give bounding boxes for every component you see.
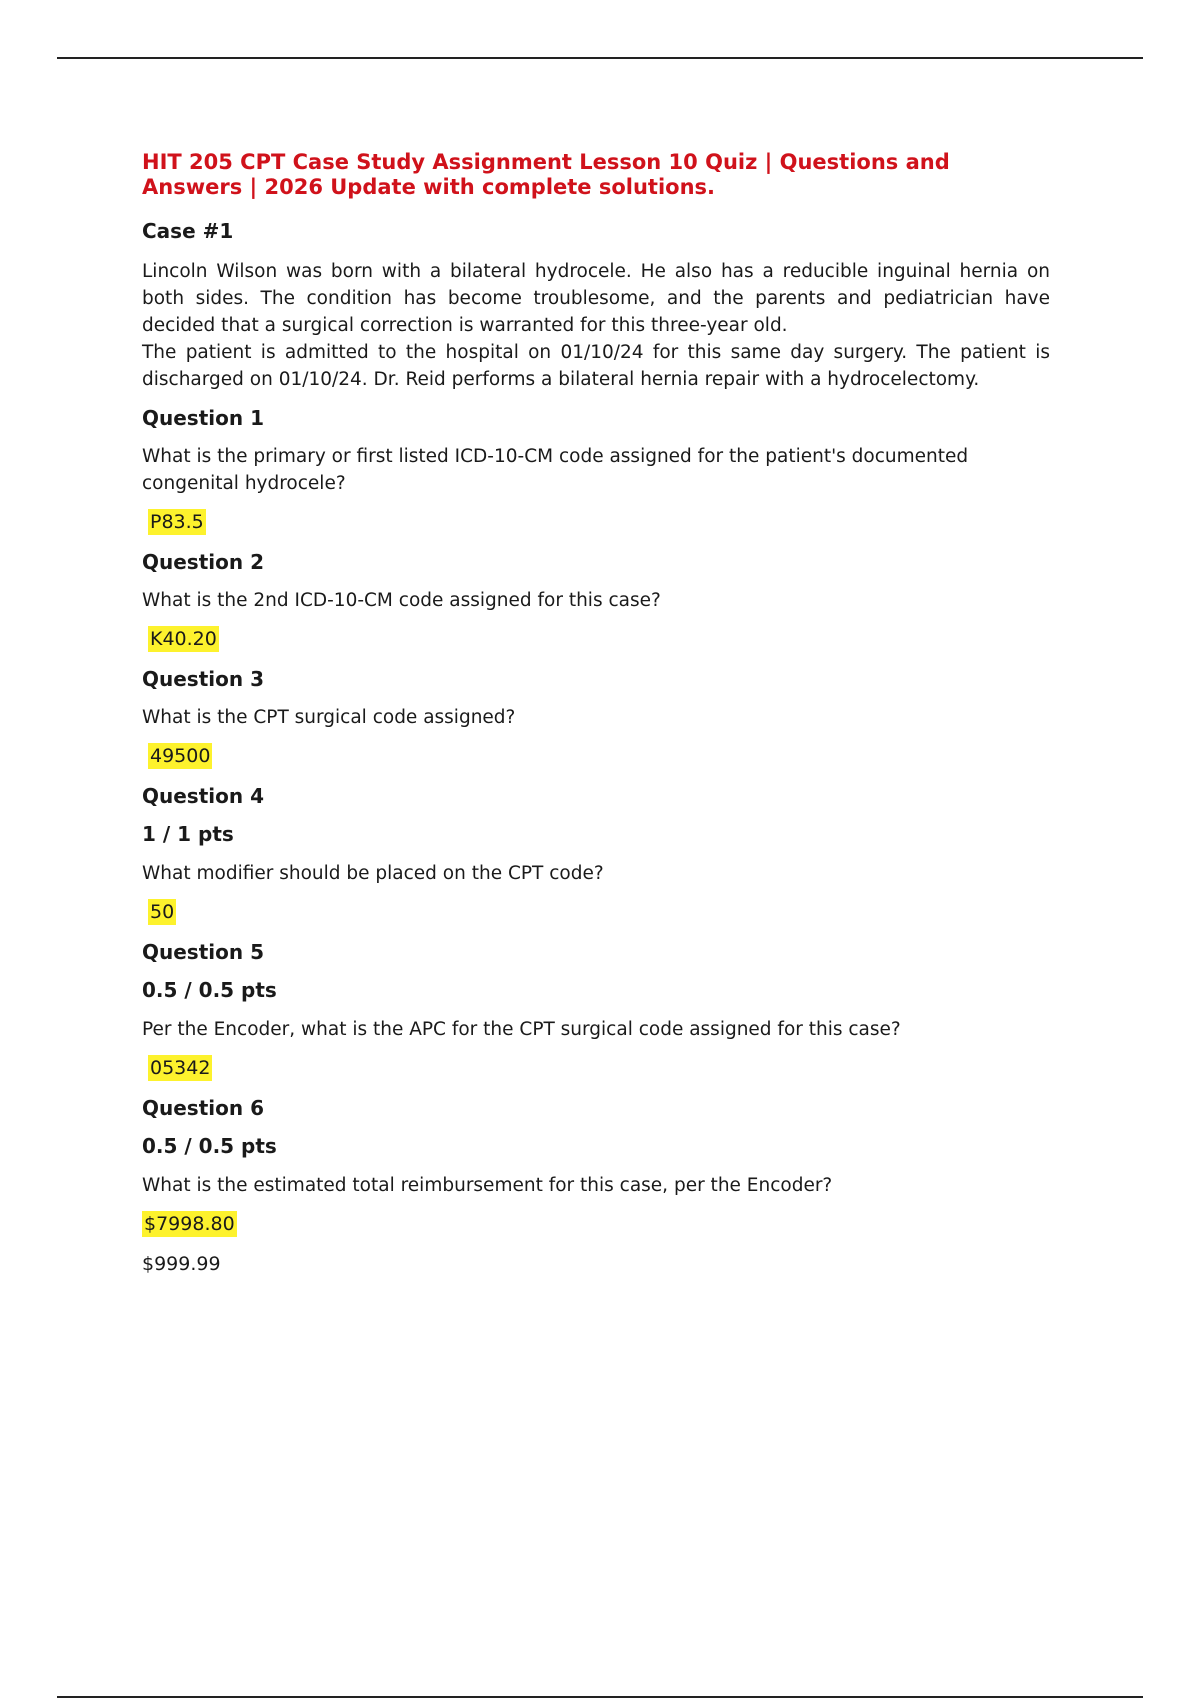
question-text: Per the Encoder, what is the APC for the CPT surgical code assigned for this case?	[142, 1019, 901, 1040]
question-text: What is the primary or first listed ICD-10-CM code assigned for the patient's documented congenital hydrocele?	[142, 446, 969, 494]
question-heading: Question 6	[142, 1096, 264, 1120]
answer-highlight: K40.20	[150, 628, 217, 650]
question-text: What modifier should be placed on the CPT code?	[142, 863, 604, 884]
question-4	[142, 783, 1050, 939]
question-6	[142, 1095, 1050, 1277]
question-heading: Question 3	[142, 667, 264, 691]
question-heading: Question 5	[142, 940, 264, 964]
question-points: 0.5 / 0.5 pts	[142, 978, 277, 1002]
question-text: What is the CPT surgical code assigned?	[142, 707, 516, 728]
document-body	[142, 150, 1050, 1277]
question-points: 0.5 / 0.5 pts	[142, 1134, 277, 1158]
question-1	[142, 405, 1050, 549]
question-heading: Question 4	[142, 784, 264, 808]
answer-highlight: 50	[150, 901, 175, 923]
question-text: What is the 2nd ICD-10-CM code assigned for this case?	[142, 590, 661, 611]
case-description-paragraph-1: Lincoln Wilson was born with a bilateral hydrocele. He also has a reducible inguinal hernia on both sides. The condition has become troublesome, and the parents and pediatrician have decided that a surgical correction is warranted for this three-year old.	[142, 261, 1050, 336]
question-heading: Question 1	[142, 406, 264, 430]
other-option-value: $999.99	[142, 1253, 221, 1275]
top-divider	[57, 57, 1143, 59]
answer-highlight: $7998.80	[144, 1213, 235, 1235]
question-5	[142, 939, 1050, 1095]
question-3	[142, 666, 1050, 783]
question-points: 1 / 1 pts	[142, 822, 234, 846]
question-heading: Question 2	[142, 550, 264, 574]
question-2	[142, 549, 1050, 666]
answer-highlight: 05342	[150, 1057, 211, 1079]
answer-highlight: 49500	[150, 745, 211, 767]
case-heading: Case #1	[142, 219, 234, 243]
question-text: What is the estimated total reimbursement for this case, per the Encoder?	[142, 1175, 833, 1196]
answer-highlight: P83.5	[150, 511, 204, 533]
bottom-divider	[57, 1696, 1143, 1698]
case-description-paragraph-2: The patient is admitted to the hospital on 01/10/24 for this same day surgery. The patient is discharged on 01/10/24. Dr. Reid performs a bilateral hernia repair with a hydrocelectomy.	[142, 342, 1050, 390]
document-title: HIT 205 CPT Case Study Assignment Lesson 10 Quiz | Questions and Answers | 2026 Update with complete solutions.	[142, 150, 950, 199]
